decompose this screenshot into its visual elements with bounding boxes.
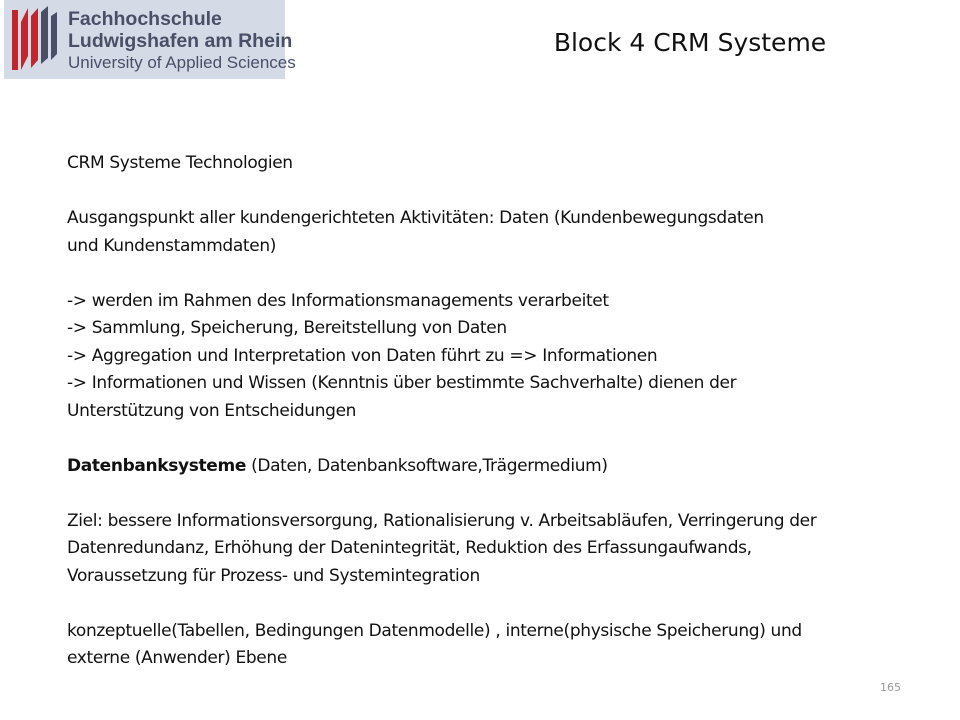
goal-line: Ziel: bessere Informationsversorgung, Rationalisierung v. Arbeitsabläufen, Verringerung der bbox=[67, 510, 817, 531]
levels-line: konzeptuelle(Tabellen, Bedingungen Datenmodelle) , interne(physische Speicherung) und bbox=[67, 620, 802, 641]
arrow-line: -> Aggregation und Interpretation von Daten führt zu => Informationen bbox=[67, 345, 658, 366]
database-systems-line bbox=[67, 453, 957, 481]
university-logo bbox=[4, 0, 296, 79]
paragraph-line: und Kundenstammdaten) bbox=[67, 235, 277, 256]
university-logo-mark-icon bbox=[10, 4, 60, 74]
arrow-line: -> werden im Rahmen des Informationsmanagements verarbeitet bbox=[67, 290, 609, 311]
arrow-line: Unterstützung von Entscheidungen bbox=[67, 400, 357, 421]
levels-line: externe (Anwender) Ebene bbox=[67, 648, 287, 668]
slide-title: Block 4 CRM Systeme bbox=[553, 28, 827, 57]
logo-line-1: Fachhochschule bbox=[68, 8, 222, 30]
logo-line-3: University of Applied Sciences bbox=[68, 53, 296, 72]
arrow-line: -> Informationen und Wissen (Kenntnis über bestimmte Sachverhalte) dienen der bbox=[67, 373, 737, 393]
database-systems-term: Datenbanksysteme bbox=[67, 455, 247, 476]
logo-line-2: Ludwigshafen am Rhein bbox=[68, 30, 293, 52]
page-number: 165 bbox=[880, 681, 901, 694]
paragraph-line: Ausgangspunkt aller kundengerichteten Aktivitäten: Daten (Kundenbewegungsdaten bbox=[67, 208, 764, 228]
slide-body bbox=[67, 150, 957, 673]
goal-line: Voraussetzung für Prozess- und Systemintegration bbox=[67, 565, 480, 586]
goal-line: Datenredundanz, Erhöhung der Datenintegrität, Reduktion des Erfassungaufwands, bbox=[67, 538, 752, 558]
database-systems-detail: (Daten, Datenbanksoftware,Trägermedium) bbox=[246, 455, 608, 476]
arrow-line: -> Sammlung, Speicherung, Bereitstellung von Daten bbox=[67, 318, 507, 338]
body-heading: CRM Systeme Technologien bbox=[67, 153, 293, 173]
